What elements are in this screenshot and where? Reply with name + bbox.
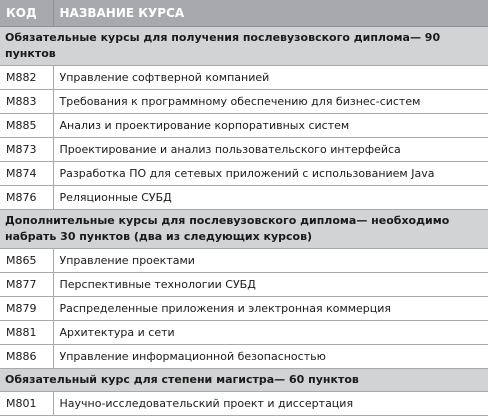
header-row [0, 0, 488, 27]
table-row [0, 66, 488, 90]
table-row [0, 186, 488, 210]
course-name: Управление софтверной компанией [53, 66, 488, 90]
table-row [0, 162, 488, 186]
table-row [0, 345, 488, 369]
course-code: M873 [0, 138, 53, 162]
table-row [0, 297, 488, 321]
section-title: Обязательные курсы для получения послевузовского диплома— 90 пунктов [0, 27, 488, 66]
section-elective-diploma [0, 210, 488, 369]
section-title: Дополнительные курсы для послевузовского диплома— необходимо набрать 30 пунктов (два из следующих курсов) [0, 210, 488, 249]
course-name: Научно-исследовательский проект и диссертация [53, 392, 488, 416]
code-column-header: КОД [0, 0, 53, 27]
table-row [0, 392, 488, 416]
name-column-header: НАЗВАНИЕ КУРСА [53, 0, 488, 27]
course-name: Разработка ПО для сетевых приложений с использованием Java [53, 162, 488, 186]
course-name: Распределенные приложения и электронная коммерция [53, 297, 488, 321]
course-code: M865 [0, 249, 53, 273]
course-code: M879 [0, 297, 53, 321]
course-code: M883 [0, 90, 53, 114]
course-code: M876 [0, 186, 53, 210]
course-name: Управление проектами [53, 249, 488, 273]
table-row [0, 273, 488, 297]
course-name: Управление информационной безопасностью [53, 345, 488, 369]
table-row [0, 90, 488, 114]
table-row [0, 249, 488, 273]
course-name: Проектирование и анализ пользовательского интерфейса [53, 138, 488, 162]
section-title: Обязательный курс для степени магистра— 60 пунктов [0, 369, 488, 392]
course-code: M877 [0, 273, 53, 297]
table-row [0, 138, 488, 162]
course-name: Архитектура и сети [53, 321, 488, 345]
course-code: M801 [0, 392, 53, 416]
course-name: Реляционные СУБД [53, 186, 488, 210]
course-name: Требования к программному обеспечению для бизнес-систем [53, 90, 488, 114]
course-code: M885 [0, 114, 53, 138]
course-code: M881 [0, 321, 53, 345]
course-name: Анализ и проектирование корпоративных систем [53, 114, 488, 138]
course-code: M886 [0, 345, 53, 369]
table-row [0, 114, 488, 138]
course-name: Перспективные технологии СУБД [53, 273, 488, 297]
table-row [0, 321, 488, 345]
course-code: M882 [0, 66, 53, 90]
section-mandatory-diploma [0, 27, 488, 210]
course-code: M874 [0, 162, 53, 186]
section-mandatory-masters [0, 369, 488, 416]
